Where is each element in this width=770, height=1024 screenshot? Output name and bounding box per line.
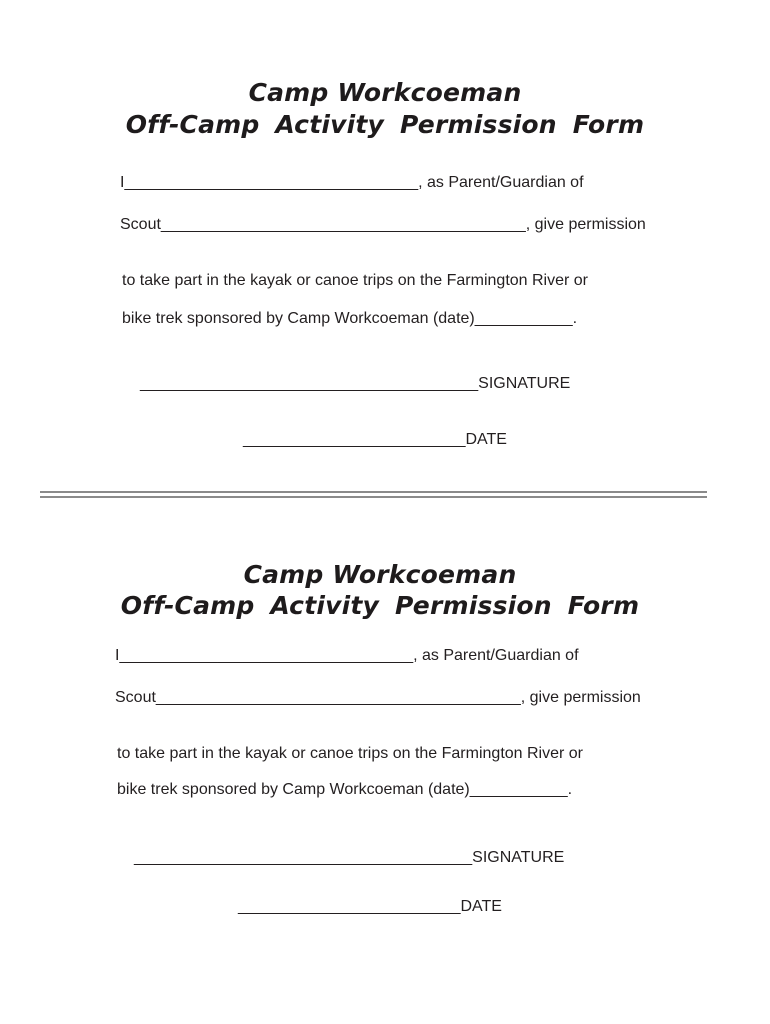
scout-name-line: Scout_________________________________________, give permission (115, 689, 641, 706)
guardian-name-line: I_________________________________, as Parent/Guardian of (120, 174, 584, 191)
form-title-permission: Off-Camp Activity Permission Form (120, 591, 640, 620)
activity-description-line2: bike trek sponsored by Camp Workcoeman (date)___________. (122, 310, 578, 327)
activity-description-line1: to take part in the kayak or canoe trips on the Farmington River or (117, 745, 584, 762)
form-title-camp-name: Camp Workcoeman (243, 560, 517, 589)
activity-description-line1: to take part in the kayak or canoe trips on the Farmington River or (122, 272, 589, 289)
form-title-permission: Off-Camp Activity Permission Form (125, 110, 645, 139)
date-line: _________________________DATE (243, 431, 507, 448)
cut-divider (40, 491, 707, 498)
guardian-name-line: I_________________________________, as Parent/Guardian of (115, 647, 579, 664)
form-title-camp-name: Camp Workcoeman (248, 78, 522, 107)
activity-description-line2: bike trek sponsored by Camp Workcoeman (date)___________. (117, 781, 573, 798)
signature-line: ______________________________________SIGNATURE (140, 375, 571, 392)
date-line: _________________________DATE (238, 898, 502, 915)
scout-name-line: Scout_________________________________________, give permission (120, 216, 646, 233)
signature-line: ______________________________________SIGNATURE (134, 849, 565, 866)
